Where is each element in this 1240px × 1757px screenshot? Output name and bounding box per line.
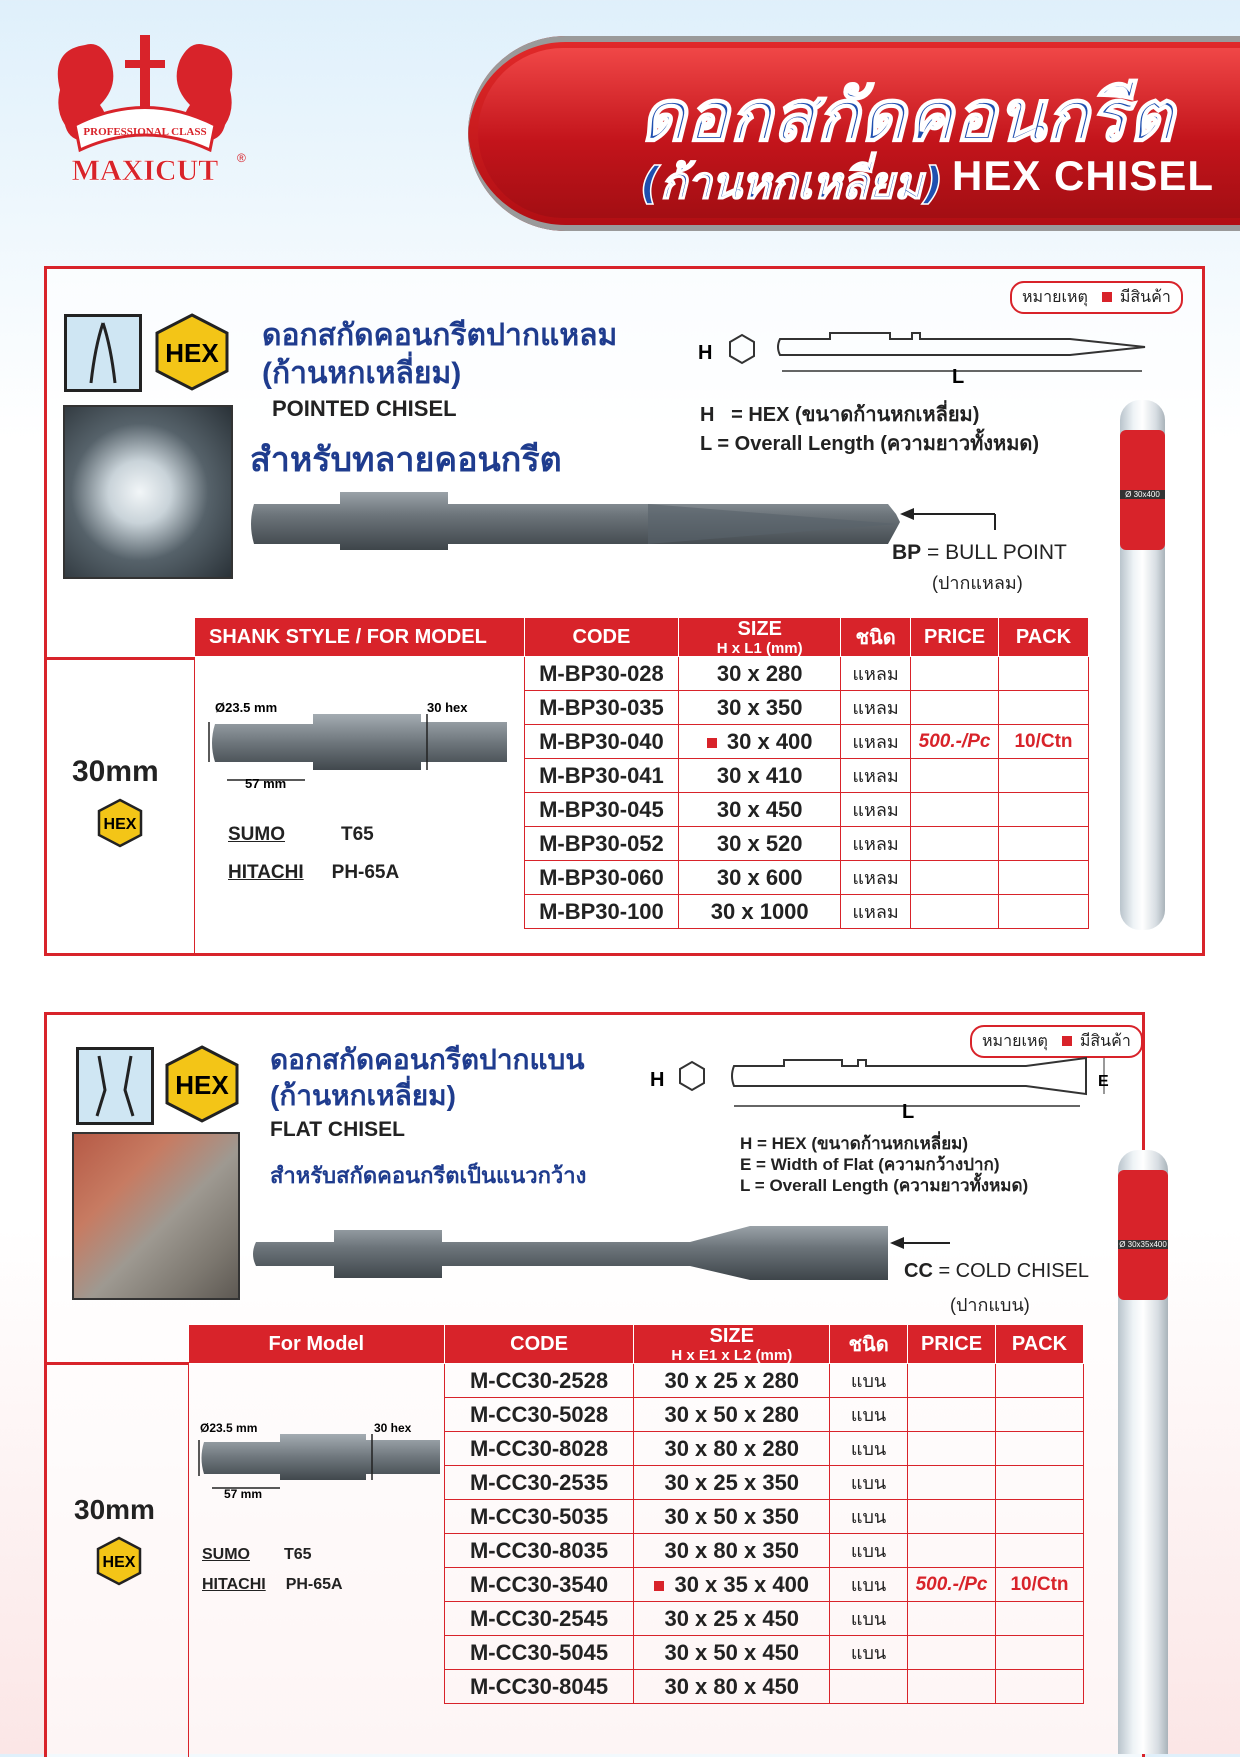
product-type-text: แหลม (852, 834, 899, 854)
product-code (444, 1636, 634, 1670)
model-number: PH-65A (285, 1576, 343, 1593)
page-title-thai: ดอกสกัดคอนกรีต (640, 75, 1175, 157)
col-for-model: For Model (189, 1325, 445, 1364)
flat-chisel-image (250, 1222, 890, 1302)
logo-wordmark: MAXICUT (71, 154, 219, 187)
product-type (841, 861, 911, 895)
legend-hex: H = HEX (ขนาดก้านหกเหลี่ยม) (700, 404, 980, 426)
shank-length-label: 57 mm (245, 776, 287, 790)
product-pack (996, 1432, 1084, 1466)
pointed-tip-icon (64, 314, 142, 392)
product-size (634, 1398, 830, 1432)
shank-drawing (205, 700, 525, 790)
product-pack (999, 793, 1089, 827)
col-size-unit: H x E1 x L2 (mm) (671, 1347, 793, 1364)
dim-l-label: L (952, 366, 965, 385)
product-size-text: 30 x 80 x 450 (664, 1673, 800, 1699)
product-code (444, 1398, 634, 1432)
shank-drawing (196, 1420, 446, 1500)
product-size-text: 30 x 600 (716, 864, 803, 890)
dim-e-label: E (1098, 1073, 1109, 1090)
product-size-text: 30 x 80 x 280 (664, 1435, 800, 1461)
pointed-title-english: POINTED CHISEL (272, 396, 457, 421)
product-price (908, 1670, 996, 1704)
page-subtitle-english: HEX CHISEL (952, 152, 1215, 199)
stock-marker-icon (1062, 1036, 1072, 1046)
product-code (444, 1500, 634, 1534)
flat-use-thai: สำหรับสกัดคอนกรีตเป็นแนวกว้าง (270, 1163, 587, 1188)
product-size (679, 827, 841, 861)
legend-width: E = Width of Flat (ความกว้างปาก) (740, 1155, 1000, 1174)
product-code (524, 657, 679, 691)
product-size (679, 895, 841, 929)
col-shank-style: SHANK STYLE / FOR MODEL (195, 618, 525, 657)
table-row (195, 657, 1089, 691)
product-code-text: M-BP30-052 (539, 830, 664, 856)
product-type (841, 657, 911, 691)
product-size (634, 1534, 830, 1568)
model-brand: SUMO (202, 1546, 250, 1563)
model-number: T65 (284, 1546, 312, 1563)
product-type (830, 1670, 908, 1704)
product-code-text: M-BP30-045 (539, 796, 664, 822)
bull-point-label (892, 541, 1067, 565)
product-code-text: M-CC30-2535 (469, 1469, 609, 1495)
shank-diameter-label: Ø23.5 mm (215, 700, 278, 715)
legend-hex: H = HEX (ขนาดก้านหกเหลี่ยม) (740, 1134, 969, 1153)
product-type-text: แบน (850, 1473, 887, 1493)
product-price (908, 1500, 996, 1534)
col-size (679, 618, 841, 657)
product-code (524, 895, 679, 929)
product-price (908, 1466, 996, 1500)
product-type-text: แหลม (852, 766, 899, 786)
table-header-row (195, 618, 1089, 657)
product-size-text: 30 x 25 x 280 (664, 1367, 800, 1393)
shank-hex-size-label: 30 hex (374, 1421, 412, 1435)
tube-size-label: Ø 30x400 (1120, 490, 1165, 499)
product-price (911, 827, 999, 861)
in-stock-marker-icon (654, 1581, 664, 1591)
product-code-text: M-CC30-2528 (469, 1367, 609, 1393)
product-type-text: แหลม (852, 902, 899, 922)
product-type (830, 1364, 908, 1398)
product-size (634, 1636, 830, 1670)
product-size (679, 691, 841, 725)
product-size (679, 759, 841, 793)
col-size-unit: H x L1 (mm) (716, 640, 803, 657)
flat-tip-icon (76, 1047, 154, 1125)
stock-note (1010, 281, 1183, 314)
product-size (634, 1432, 830, 1466)
tip-code: CC (904, 1260, 933, 1282)
tube-label-sticker (1120, 430, 1165, 550)
flat-title-english: FLAT CHISEL (270, 1118, 405, 1141)
product-type-text: แบน (850, 1575, 887, 1595)
product-code (444, 1432, 634, 1466)
product-code (524, 691, 679, 725)
logo-registered: ® (237, 151, 246, 165)
col-type: ชนิด (841, 618, 911, 657)
product-price (908, 1636, 996, 1670)
stock-note (970, 1025, 1143, 1058)
product-code-text: M-CC30-8045 (469, 1673, 609, 1699)
product-size-text: 30 x 50 x 450 (664, 1639, 800, 1665)
product-type-text: แหลม (852, 732, 899, 752)
cold-chisel-thai: (ปากแบน) (950, 1295, 1030, 1315)
product-price (911, 895, 999, 929)
model-brand: HITACHI (228, 862, 304, 883)
product-code (524, 827, 679, 861)
product-code-text: M-CC30-8028 (469, 1435, 609, 1461)
product-pack (996, 1568, 1084, 1602)
shank-hex-icon (95, 798, 145, 848)
product-code (444, 1670, 634, 1704)
pointed-use-thai: สำหรับทลายคอนกรีต (250, 441, 562, 479)
product-pack (996, 1636, 1084, 1670)
note-label: หมายเหตุ (1022, 289, 1088, 306)
shank-diameter-label: Ø23.5 mm (200, 1421, 258, 1435)
product-price (911, 657, 999, 691)
product-pack (999, 861, 1089, 895)
product-price (908, 1364, 996, 1398)
product-price (911, 861, 999, 895)
product-code-text: M-CC30-2545 (469, 1605, 609, 1631)
model-sumo (202, 1546, 312, 1564)
shank-style-cell (195, 657, 525, 929)
product-type (830, 1466, 908, 1500)
product-size (634, 1602, 830, 1636)
product-code (524, 861, 679, 895)
product-price (911, 759, 999, 793)
demolition-photo (63, 405, 233, 579)
tip-code: BP (892, 541, 922, 564)
product-price (911, 691, 999, 725)
page-subtitle-thai: (ก้านหกเหลี่ยม) (640, 158, 944, 209)
col-size-title: SIZE (737, 618, 782, 640)
product-type-text: แบน (850, 1507, 887, 1527)
col-code: CODE (444, 1325, 634, 1364)
product-code (444, 1364, 634, 1398)
product-code-text: M-BP30-060 (539, 864, 664, 890)
product-type-text: แหลม (852, 868, 899, 888)
product-code (444, 1534, 634, 1568)
pointed-title-thai: ดอกสกัดคอนกรีตปากแหลม (262, 319, 618, 352)
pointed-dimension-diagram (690, 325, 1150, 385)
product-type-text: แบน (850, 1541, 887, 1561)
legend-length: L = Overall Length (ความยาวทั้งหมด) (700, 433, 1040, 455)
product-pack (996, 1670, 1084, 1704)
dim-h-label: H (698, 342, 713, 364)
shank-hex-label: HEX (102, 1554, 136, 1571)
shank-length-label: 57 mm (224, 1487, 263, 1500)
product-size-text: 30 x 35 x 400 (674, 1571, 810, 1597)
product-type (841, 793, 911, 827)
product-size (634, 1500, 830, 1534)
product-code-text: M-BP30-035 (539, 694, 664, 720)
maxicut-logo (40, 30, 250, 210)
note-label: หมายเหตุ (982, 1033, 1048, 1050)
table-row (189, 1364, 1084, 1398)
product-price (908, 1568, 996, 1602)
product-size-text: 30 x 350 (716, 694, 803, 720)
product-type-text: แบน (850, 1609, 887, 1629)
product-price-text: 500.-/Pc (915, 1573, 988, 1595)
product-pack (999, 725, 1089, 759)
col-code: CODE (524, 618, 679, 657)
product-size (679, 861, 841, 895)
model-hitachi (228, 862, 399, 884)
product-size-text: 30 x 520 (716, 830, 803, 856)
col-pack: PACK (999, 618, 1089, 657)
model-number: PH-65A (331, 862, 400, 883)
product-code-text: M-CC30-5035 (469, 1503, 609, 1529)
product-type (830, 1568, 908, 1602)
product-size (634, 1466, 830, 1500)
product-price (908, 1602, 996, 1636)
product-type (830, 1432, 908, 1466)
hex-badge-icon (162, 1044, 242, 1124)
legend-length: L = Overall Length (ความยาวทั้งหมด) (740, 1176, 1029, 1195)
bull-point-thai: (ปากแหลม) (932, 573, 1023, 593)
brick-wall-photo (72, 1132, 240, 1300)
shank-hex-size-label: 30 hex (427, 700, 468, 715)
tube-label-sticker (1118, 1170, 1168, 1300)
product-type (830, 1602, 908, 1636)
product-size-text: 30 x 80 x 350 (664, 1537, 800, 1563)
product-type-text: แบน (850, 1371, 887, 1391)
logo-tagline: PROFESSIONAL CLASS (83, 126, 207, 138)
product-type (830, 1636, 908, 1670)
dim-l-label: L (902, 1101, 915, 1120)
product-code-text: M-CC30-3540 (469, 1571, 609, 1597)
product-code-text: M-BP30-028 (539, 660, 664, 686)
product-price (911, 793, 999, 827)
model-brand: SUMO (228, 824, 285, 845)
flat-title-thai-2: (ก้านหกเหลี่ยม) (270, 1080, 456, 1111)
product-pack (999, 691, 1089, 725)
product-size (634, 1670, 830, 1704)
shank-hex-label: HEX (103, 816, 137, 833)
product-code-text: M-BP30-041 (539, 762, 664, 788)
dim-h-label: H (650, 1069, 665, 1091)
product-type (841, 759, 911, 793)
pointed-title-thai-2: (ก้านหกเหลี่ยม) (262, 357, 462, 390)
product-price (911, 725, 999, 759)
product-size-text: 30 x 280 (716, 660, 803, 686)
product-code (524, 759, 679, 793)
product-code (524, 793, 679, 827)
product-pack (999, 895, 1089, 929)
product-price (908, 1432, 996, 1466)
product-code-text: M-CC30-5045 (469, 1639, 609, 1665)
product-pack (999, 827, 1089, 861)
col-pack: PACK (996, 1325, 1084, 1364)
table-header-row (189, 1325, 1084, 1364)
product-size (634, 1364, 830, 1398)
flat-spec-table (188, 1324, 1084, 1704)
shank-style-cell (189, 1364, 445, 1704)
product-pack (996, 1364, 1084, 1398)
col-price: PRICE (908, 1325, 996, 1364)
note-stock: มีสินค้า (1079, 1033, 1131, 1050)
model-hitachi (202, 1576, 343, 1594)
product-price (908, 1398, 996, 1432)
product-code (524, 725, 679, 759)
product-size-text: 30 x 450 (716, 796, 803, 822)
product-code (444, 1602, 634, 1636)
product-type-text: แหลม (852, 800, 899, 820)
note-stock: มีสินค้า (1119, 289, 1171, 306)
shank-hex-icon (94, 1536, 144, 1586)
product-type-text: แหลม (852, 698, 899, 718)
product-pack-text: 10/Ctn (1014, 730, 1073, 752)
product-pack (996, 1466, 1084, 1500)
product-type (830, 1500, 908, 1534)
hex-badge-icon (152, 312, 232, 392)
col-size (634, 1325, 830, 1364)
cold-chisel-label (904, 1260, 1089, 1283)
product-price (908, 1534, 996, 1568)
product-size-text: 30 x 400 (726, 728, 813, 754)
product-pack (999, 759, 1089, 793)
product-type-text: แบน (850, 1643, 887, 1663)
product-type-text: แบน (850, 1439, 887, 1459)
product-type (830, 1398, 908, 1432)
product-code-text: M-BP30-040 (539, 728, 664, 754)
product-pack (996, 1500, 1084, 1534)
cold-chisel-arrow (890, 1230, 950, 1256)
shank-size-label: 30mm (74, 1494, 155, 1525)
product-size-text: 30 x 50 x 280 (664, 1401, 800, 1427)
product-size (679, 793, 841, 827)
product-size-text: 30 x 410 (716, 762, 803, 788)
product-type (841, 827, 911, 861)
product-type (841, 691, 911, 725)
product-size-text: 30 x 25 x 450 (664, 1605, 800, 1631)
product-type (830, 1534, 908, 1568)
hex-badge-label: HEX (165, 338, 219, 368)
product-pack (996, 1602, 1084, 1636)
flat-dimension-diagram (646, 1056, 1126, 1120)
product-pack-text: 10/Ctn (1010, 1573, 1069, 1595)
tip-desc: = COLD CHISEL (932, 1260, 1090, 1282)
product-size-text: 30 x 1000 (710, 898, 809, 924)
col-price: PRICE (911, 618, 999, 657)
shank-size-label: 30mm (72, 755, 159, 788)
tip-desc: = BULL POINT (921, 541, 1067, 564)
product-type (841, 725, 911, 759)
product-pack (996, 1398, 1084, 1432)
product-type-text: แบน (850, 1405, 887, 1425)
product-size (634, 1568, 830, 1602)
col-type: ชนิด (830, 1325, 908, 1364)
product-size-text: 30 x 25 x 350 (664, 1469, 800, 1495)
tube-size-label: Ø 30x35x400 (1119, 1240, 1167, 1249)
product-code-text: M-CC30-8035 (469, 1537, 609, 1563)
product-type (841, 895, 911, 929)
flat-title-thai: ดอกสกัดคอนกรีตปากแบน (270, 1044, 585, 1075)
product-code-text: M-BP30-100 (539, 898, 664, 924)
in-stock-marker-icon (707, 738, 717, 748)
model-sumo (228, 824, 374, 846)
stock-marker-icon (1102, 292, 1112, 302)
product-code (444, 1466, 634, 1500)
col-size-title: SIZE (709, 1325, 754, 1347)
product-price-text: 500.-/Pc (918, 730, 991, 752)
model-number: T65 (341, 824, 374, 845)
product-type-text: แหลม (852, 664, 899, 684)
product-size-text: 30 x 50 x 350 (664, 1503, 800, 1529)
product-size (679, 657, 841, 691)
model-brand: HITACHI (202, 1576, 266, 1593)
product-pack (996, 1534, 1084, 1568)
hex-badge-label: HEX (175, 1070, 229, 1100)
product-pack (999, 657, 1089, 691)
product-code (444, 1568, 634, 1602)
product-code-text: M-CC30-5028 (469, 1401, 609, 1427)
product-size (679, 725, 841, 759)
bull-point-arrow (900, 500, 1000, 530)
